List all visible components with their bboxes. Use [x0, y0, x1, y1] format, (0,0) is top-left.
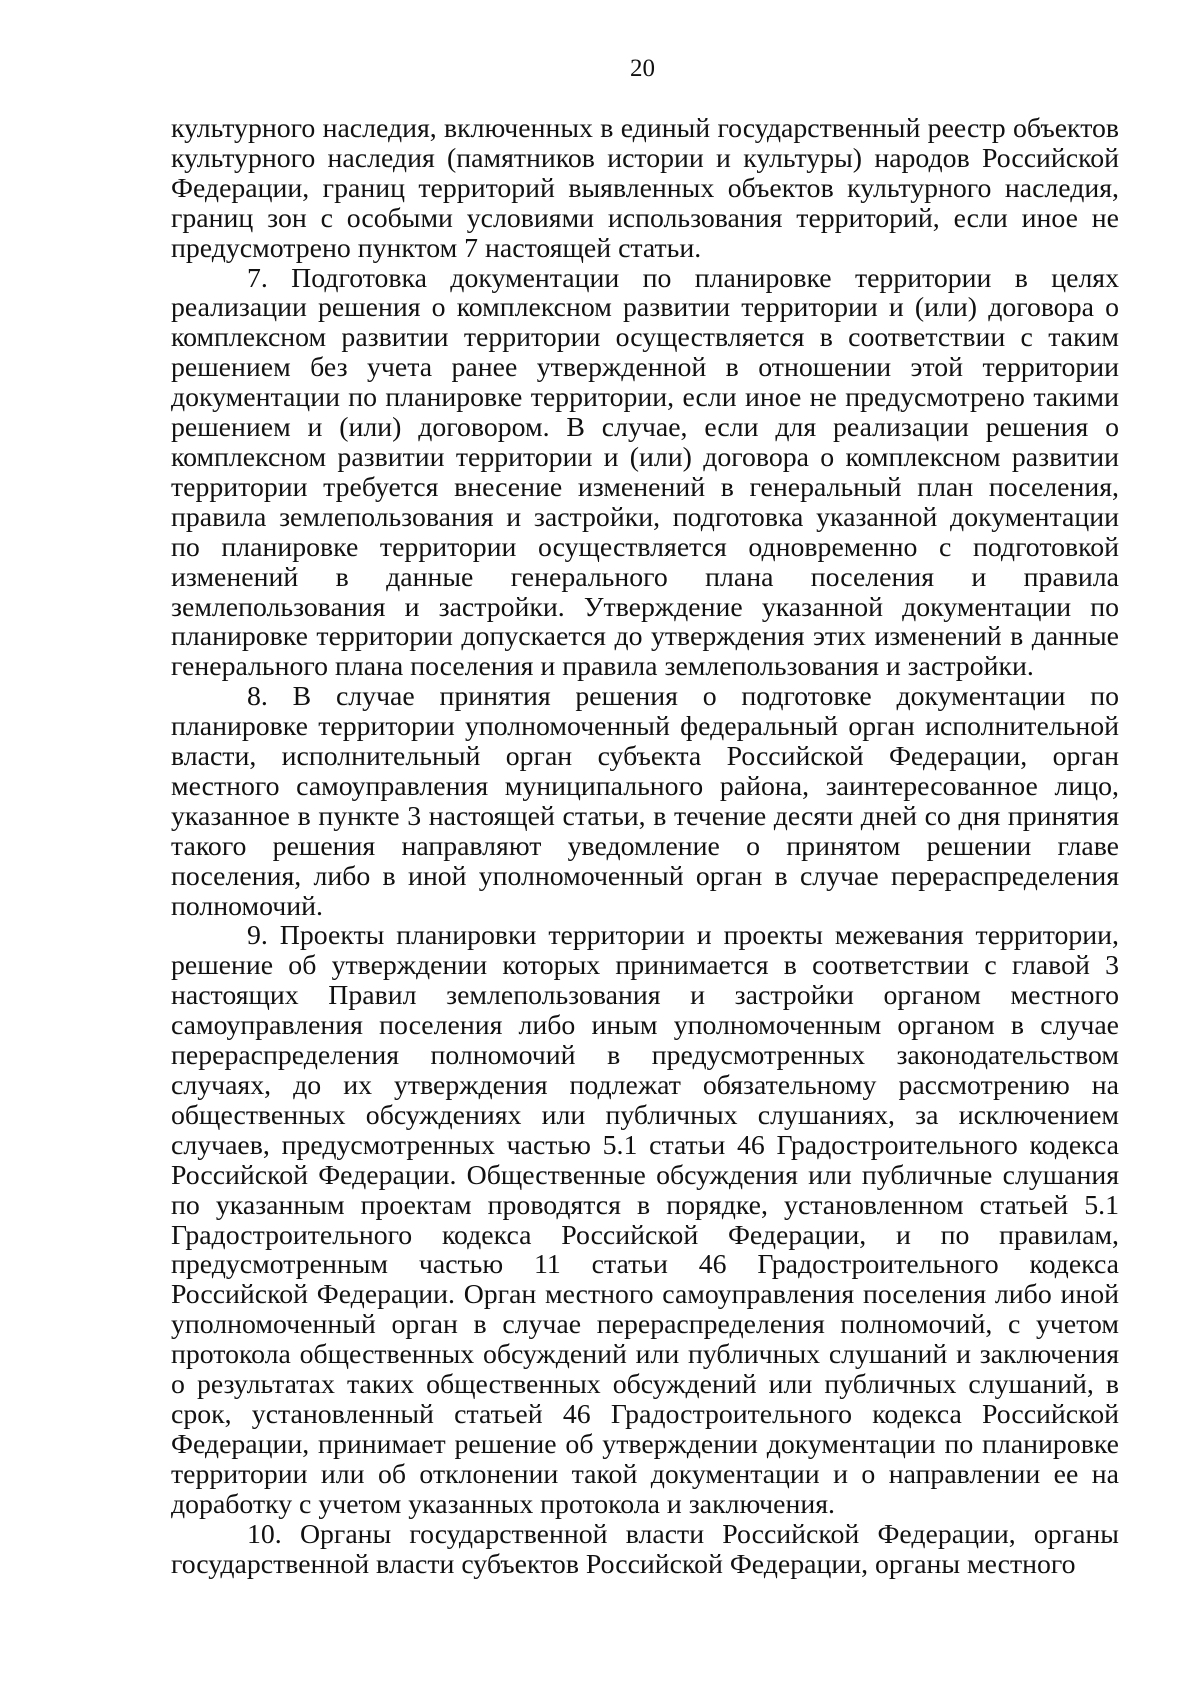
paragraph-item-10: 10. Органы государственной власти Российской Федерации, органы государственной власти субъектов Российской Федерации, органы местного — [171, 1518, 1119, 1580]
paragraph-item-9: 9. Проекты планировки территории и проекты межевания территории, решение об утверждении которых принимается в соответствии с главой 3 настоящих Правил землепользования и застройки органом местного самоуправления поселения либо иным уполномоченным органом в случае перераспределения полномочий в предусмотренных законодательством случаях, до их утверждения подлежат обязательному рассмотрению на общественных обсуждениях или публичных слушаниях, за исключением случаев, предусмотренных частью 5.1 статьи 46 Градостроительного кодекса Российской Федерации. Общественные обсуждения или публичные слушания по указанным проектам проводятся в порядке, установленном статьей 5.1 Градостроительного кодекса Российской Федерации, и по правилам, предусмотренным частью 11 статьи 46 Градостроительного кодекса Российской Федерации. Орган местного самоуправления поселения либо иной уполномоченный орган в случае перераспределения полномочий, с учетом протокола общественных обсуждений или публичных слушаний и заключения о результатах таких общественных обсуждений или публичных слушаний, в срок, установленный статьей 46 Градостроительного кодекса Российской Федерации, принимает решение об утверждении документации по планировке территории или об отклонении такой документации и о направлении ее на доработку с учетом указанных протокола и заключения. — [171, 920, 1119, 1520]
page-number: 20 — [630, 55, 655, 82]
paragraph-item-7: 7. Подготовка документации по планировке территории в целях реализации решения о комплексном развитии территории и (или) договора о комплексном развитии территории осуществляется в соответствии с таким решением без учета ранее утвержденной в отношении этой территории документации по планировке территории, если иное не предусмотрено такими решением и (или) договором. В случае, если для реализации решения о комплексном развитии территории и (или) договора о комплексном развитии территории требуется внесение изменений в генеральный план поселения, правила землепользования и застройки, подготовка указанной документации по планировке территории осуществляется одновременно с подготовкой изменений в данные генерального плана поселения и правила землепользования и застройки. Утверждение указанной документации по планировке территории допускается до утверждения этих изменений в данные генерального плана поселения и правила землепользования и застройки. — [171, 262, 1119, 683]
paragraph-item-8: 8. В случае принятия решения о подготовке документации по планировке территории уполномоченный федеральный орган исполнительной власти, исполнительный орган субъекта Российской Федерации, орган местного самоуправления муниципального района, заинтересованное лицо, указанное в пункте 3 настоящей статьи, в течение десяти дней со дня принятия такого решения направляют уведомление о принятом решении главе поселения, либо в иной уполномоченный орган в случае перераспределения полномочий. — [171, 681, 1119, 922]
document-body — [171, 114, 1119, 1579]
paragraph-continuation: культурного наследия, включенных в единый государственный реестр объектов культурного наследия (памятников истории и культуры) народов Российской Федерации, границ территорий выявленных объектов культурного наследия, границ зон с особыми условиями использования территорий, если иное не предусмотрено пунктом 7 настоящей статьи. — [171, 113, 1119, 264]
